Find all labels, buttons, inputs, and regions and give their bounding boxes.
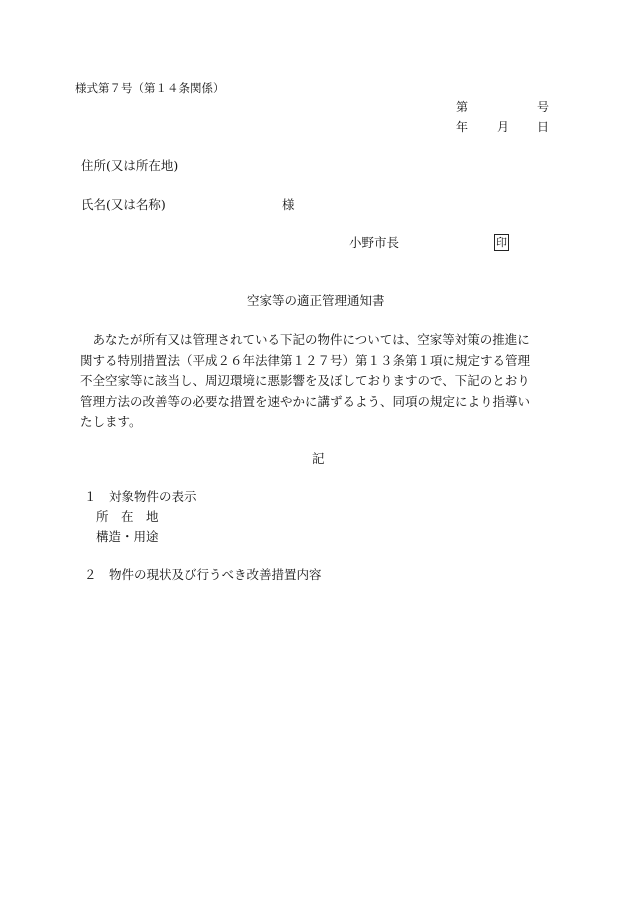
body-line: あなたが所有又は管理されている下記の物件については、空家等対策の推進に [80,332,530,347]
doc-number-suffix: 号 [537,100,550,114]
address-label: 住所(又は所在地) [81,158,179,173]
notice-body [80,330,558,433]
section-1-location: 所 在 地 [96,509,159,524]
body-line: 関する特別措置法（平成２６年法律第１２７号）第１３条第１項に規定する管理 [80,352,531,368]
honorific: 様 [282,197,295,212]
sender-title: 小野市長 [349,235,400,250]
ki-heading: 記 [312,451,325,466]
date-month: 月 [497,120,510,134]
date-year: 年 [456,120,469,134]
document-title: 空家等の適正管理通知書 [247,293,385,308]
name-label: 氏名(又は名称) [81,197,166,212]
body-line: たします。 [80,414,142,430]
body-line: 管理方法の改善等の必要な措置を速やかに講ずるよう、同項の規定により指導い [80,393,531,409]
doc-number-prefix: 第 [456,100,469,114]
seal-mark: 印 [496,236,507,249]
section-1-title: １ 対象物件の表示 [84,489,197,504]
form-number: 様式第７号（第１４条関係） [75,81,225,95]
section-2-title: ２ 物件の現状及び行うべき改善措置内容 [84,567,322,582]
body-line: 不全空家等に該当し、周辺環境に悪影響を及ぼしておりますので、下記のとおり [80,373,530,389]
date-day: 日 [537,120,550,134]
section-1-structure: 構造・用途 [96,529,159,544]
